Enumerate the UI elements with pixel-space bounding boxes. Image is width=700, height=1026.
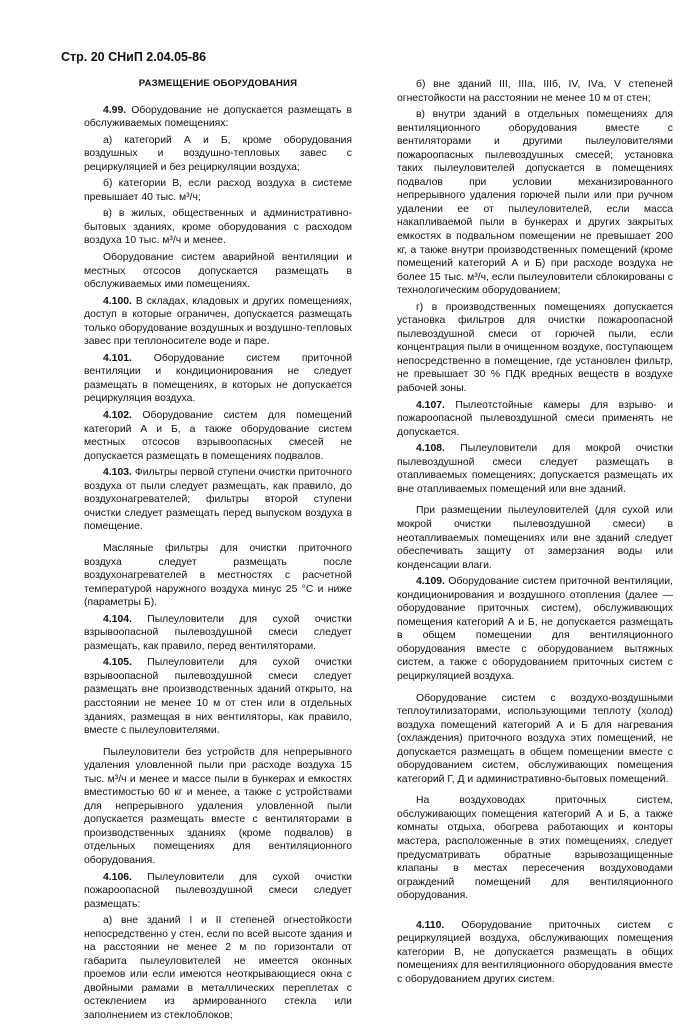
paragraph: Масляные фильтры для очистки приточного воздуха следует размещать после воздухонагревателей в местностях с расчетной температурой наружного воздуха минус 25 °С и ниже (параметры Б). xyxy=(84,542,352,609)
paragraph: На воздуховодах приточных систем, обслуживающих помещения категорий А и Б, а также комнаты отдыха, обогрева работающих и конторы мастера, расположенные в этих помещениях, следует предусматривать обратные взрывозащищенные клапаны в местах пересечения воздуховодами ограждений помещений для вентиляционного оборудования. xyxy=(397,795,673,902)
paragraph: При размещении пылеуловителей (для сухой или мокрой очистки пылевоздушной смеси) в неотапливаемых помещениях или вне зданий следует обеспечивать защиту от замерзания воды или конденсации влаги. xyxy=(397,505,673,571)
paragraph-4-100: 4.100. В складах, кладовых и других помещениях, доступ в которые ограничен, допускается размещать только оборудование воздушных и воздушно-тепловых завес при теплоносителе воде и паре. xyxy=(84,295,352,348)
paragraph-4-109: 4.109. Оборудование систем приточной вентиляции, кондиционирования и воздушного отопления (далее — оборудование приточных систем), обслуживающих помещения категорий А и Б, не допускается размещать в общем помещении для вентиляционного оборудования вместе с оборудованием вытяжных систем, а также с оборудованием приточных систем с рециркуляцией воздуха. xyxy=(397,576,673,682)
section-title: РАЗМЕЩЕНИЕ ОБОРУДОВАНИЯ xyxy=(138,78,298,89)
list-item-g: г) в производственных помещениях допускается установка фильтров для очистки пожароопасной пылевоздушной смеси от горючей пыли, если концентрация пыли в очищенном воздухе, поступающем непосредственно в помещение, где установлен фильтр, не превышает 30 % ПДК вредных веществ в воздухе рабочей зоны. xyxy=(397,301,673,395)
paragraph-4-102: 4.102. Оборудование систем для помещений категорий А и Б, а также оборудование систем местных отсосов взрывоопасных смесей не допускается размещать в помещениях подвалов. xyxy=(84,410,352,462)
paragraph-4-104: 4.104. Пылеуловители для сухой очистки взрывоопасной пылевоздушной смеси следует размещать, как правило, перед вентиляторами. xyxy=(84,613,352,652)
right-column xyxy=(397,78,673,989)
list-item-a: а) вне зданий I и II степеней огнестойкости непосредственно у стен, если по всей высоте здания и на расстоянии не менее 2 м по горизонтали от габарита пылеуловителей не имеется оконных проемов или если имеются неоткрывающиеся окна с двойными рамами в металлических переплетах с остеклением из армированного стекла или заполнением из стеклоблоков; xyxy=(84,915,352,1021)
paragraph-4-99: 4.99. Оборудование не допускается размещать в обслуживаемых помещениях: xyxy=(84,104,352,130)
paragraph: Пылеуловители без устройств для непрерывного удаления уловленной пыли при расходе воздуха 15 тыс. м³/ч и менее и массе пыли в бункерах и емкостях вместимостью 60 кг и менее, а также с устройствами для непрерывного удаления уловленной пыли допускается размещать вместе с вентиляторами в производственных зданиях (кроме подвалов) в отдельных помещениях для вентиляционного оборудования. xyxy=(84,746,352,866)
list-item-a: а) категорий А и Б, кроме оборудования воздушных и воздушно-тепловых завес с рециркуляцией и без рециркуляции воздуха; xyxy=(84,134,352,173)
paragraph-4-107: 4.107. Пылеотстойные камеры для взрыво- и пожароопасной пылевоздушной смеси применять не допускается. xyxy=(397,399,673,438)
paragraph-4-101: 4.101. Оборудование систем приточной вентиляции и кондиционирования не следует размещать в помещениях, в которых не допускается рециркуляция воздуха. xyxy=(84,352,353,405)
paragraph-4-105: 4.105. Пылеуловители для сухой очистки взрывоопасной пылевоздушной смеси следует размещать вне производственных зданий открыто, на расстоянии не менее 10 м от стен или в отдельных зданиях, размещая в них вентиляторы, как правило, вместе с пылеуловителями. xyxy=(84,657,352,737)
list-item-v: в) в жилых, общественных и административно-бытовых зданиях, кроме оборудования с расходом воздуха 10 тыс. м³/ч и менее. xyxy=(84,208,352,247)
list-item-b: б) вне зданий III, IIIа, IIIб, IV, IVа, V степеней огнестойкости на расстоянии не менее 10 м от стен; xyxy=(397,79,673,104)
paragraph-4-106: 4.106. Пылеуловители для сухой очистки пожароопасной пылевоздушной смеси следует размещать: xyxy=(84,871,352,910)
paragraph: Оборудование систем аварийной вентиляции и местных отсосов допускается размещать в обслуживаемых ими помещениях. xyxy=(84,252,352,291)
list-item-v: в) внутри зданий в отдельных помещениях для вентиляционного оборудования вместе с вентиляторами и другими пылеуловителями пожароопасных пылевоздушных смесей; установка таких пылеуловителей допускается в помещениях подвалов при условии механизированного непрерывного удаления горючей пыли или при ручном удалении ее от пылеуловителей, если масса накапливаемой пыли в бункерах и других закрытых емкостях в подвальном помещении не превышает 200 кг, а также внутри производственных помещений (кроме помещений категорий А и Б) при расходе воздуха не более 15 тыс. м³/ч, если пылеуловители сблокированы с технологическим оборудованием; xyxy=(397,109,673,297)
paragraph: Оборудование систем с воздухо-воздушными теплоутилизаторами, использующими теплоту (холод) воздуха помещений категорий А и Б для нагревания (охлаждения) приточного воздуха этих помещений, не допускается размещать в общем помещении вместе с оборудованием систем, обслуживающих помещения категорий Г, Д и административно-бытовых помещений. xyxy=(397,692,673,785)
page-header: Стр. 20 СНиП 2.04.05-86 xyxy=(61,50,207,64)
left-column xyxy=(84,77,352,1026)
list-item-b: б) категории В, если расход воздуха в системе превышает 40 тыс. м³/ч; xyxy=(84,178,352,203)
paragraph-4-110: 4.110. Оборудование приточных систем с рециркуляцией воздуха, обслуживающих помещения категории В, не допускается размещать в общих помещениях для вентиляционного оборудования вместе с оборудованием других систем. xyxy=(397,919,673,985)
paragraph-4-103: 4.103. Фильтры первой ступени очистки приточного воздуха от пыли следует размещать, как правило, до воздухонагревателей; фильтры второй ступени очистки следует размещать перед выпуском воздуха в помещение. xyxy=(84,467,352,533)
paragraph-4-108: 4.108. Пылеуловители для мокрой очистки пылевоздушной смеси следует размещать в отапливаемых помещениях; допускается размещать их вне отапливаемых помещений или вне зданий. xyxy=(397,443,674,495)
